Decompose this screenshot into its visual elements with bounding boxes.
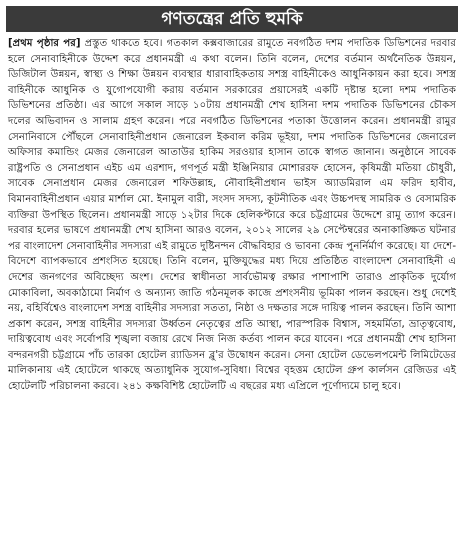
continued-label: [প্রথম পৃষ্ঠার পর] [8, 38, 81, 49]
headline: গণতন্ত্রের প্রতি হুমকি [6, 6, 458, 32]
article-paragraph [8, 36, 456, 395]
article-body [8, 36, 456, 395]
article-text: প্রস্তুত থাকতে হবে। গতকাল কক্সবাজারের রামুতে নবগঠিত দশম পদাতিক ডিভিশনের দরবার হলে সেনাবাহিনীকে উদ্দেশ করে প্রধানমন্ত্রী এ কথা বলেন। তিনি বলেন, দেশের বর্তমান অর্থনৈতিক উন্নয়ন, ডিজিটাল উন্নয়ন, স্বাস্থ্য ও শিক্ষা উন্নয়ন ব্যবস্থার ধারাবাহিকতায় সশস্ত্র বাহিনীকেও আধুনিকায়ন করা হবে। সশস্ত্র বাহিনীকে আধুনিক ও যুগোপযোগী করায় বর্তমান সরকারের প্রয়াসেরই একটি দৃষ্টান্ত হলো দশম পদাতিক ডিভিশনের প্রতিষ্ঠা। এর আগে সকাল সাড়ে ১০টায় প্রধানমন্ত্রী শেখ হাসিনা দশম পদাতিক ডিভিশনের চৌকস দলের অভিবাদন ও সালাম গ্রহণ করেন। পরে নবগঠিত ডিভিশনের পতাকা উত্তোলন করেন। প্রধানমন্ত্রী রামুর সেনানিবাসে পৌঁছলে সেনাবাহিনীপ্রধান জেনারেল ইকবাল করিম ভূইয়া, দশম পদাতিক ডিভিশনের জেনারেল অফিসার কমান্ডিং মেজর জেনারেল আতাউর হাকিম সরওয়ার হাসান তাকে স্বাগত জানান। অনুষ্ঠানে সাবেক রাষ্ট্রপতি ও সেনাপ্রধান এইচ এম এরশাদ, গণপূর্ত মন্ত্রী ইঞ্জিনিয়ার মোশাররফ হোসেন, কৃষিমন্ত্রী মতিয়া চৌধুরী, সাবেক সেনাপ্রধান মেজর জেনারেল শফিউল্লাহ, নৌবাহিনীপ্রধান ভাইস অ্যাডমিরাল এম ফরিদ হাবীব, বিমানবাহিনীপ্রধান এয়ার মার্শাল মো. ইনামুল বারী, সংসদ সদস্য, কূটনীতিক এবং উচ্চপদস্থ সামরিক ও বেসামরিক ব্যক্তিরা উপস্থিত ছিলেন। প্রধানমন্ত্রী সাড়ে ১২টার দিকে হেলিকপ্টারে করে চট্টগ্রামের উদ্দেশে রামু ত্যাগ করেন। দরবার হলের ভাষণে প্রধানমন্ত্রী শেখ হাসিনা আরও বলেন, ২০১২ সালের ২৯ সেপ্টেম্বরের অনাকাঙ্ক্ষিত ঘটনার পর বাংলাদেশ সেনাবাহিনীর সদস্যরা এই রামুতে দুষ্টিনন্দন বৌদ্ধবিহার ও ভাবনা কেন্দ্র পুনর্নির্মাণ করেছে। যা দেশে-বিদেশে ব্যাপকভাবে প্রশংসিত হয়েছে। তিনি বলেন, মুক্তিযুদ্ধের মধ্য দিয়ে প্রতিষ্ঠিত বাংলাদেশ সেনাবাহিনী এ দেশের জনগণের অবিচ্ছেদ্য অংশ। দেশের স্বাধীনতা সার্বভৌমত্ব রক্ষার পাশাপাশি তারাও প্রাকৃতিক দুর্যোগ মোকাবিলা, অবকাঠামো নির্মাণ ও অন্যান্য জাতি গঠনমূলক কাজে প্রশংসনীয় ভূমিকা পালন করছেন। শুধু দেশেই নয়, বহির্বিশ্বেও বাংলাদেশ সশস্ত্র বাহিনীর সদস্যরা সততা, নিষ্ঠা ও দক্ষতার সঙ্গে দায়িত্ব পালন করছেন। তিনি আশা প্রকাশ করেন, সশস্ত্র বাহিনীর সদস্যরা উর্ধ্বতন নেতৃত্বের প্রতি আস্থা, পারস্পরিক বিশ্বাস, সহমর্মিতা, ভ্রাতৃত্ববোধ, দায়িত্ববোধ এবং সর্বোপরি শৃঙ্খলা বজায় রেখে নিজ নিজ কর্তব্য পালন করে যাবেন। পরে প্রধানমন্ত্রী শেখ হাসিনা বন্দরনগরী চট্টগ্রামে পাঁচ তারকা হোটেল র‍্যাডিসন ব্লু'র উদ্বোধন করেন। সেনা হোটেল ডেভেলপমেন্ট লিমিটেডের মালিকানায় এই হোটেলে থাকছে অত্যাধুনিক সুযোগ-সুবিধা। বিশ্বের বৃহত্তম হোটেল গ্রুপ কার্লসন রেজিডর এই হোটেলটি পরিচালনা করবে। ২৪১ কক্ষবিশিষ্ট হোটেলটি এ বছরের মধ্য এপ্রিলে পূর্ণোদ্যমে চালু হবে। [8, 38, 456, 393]
